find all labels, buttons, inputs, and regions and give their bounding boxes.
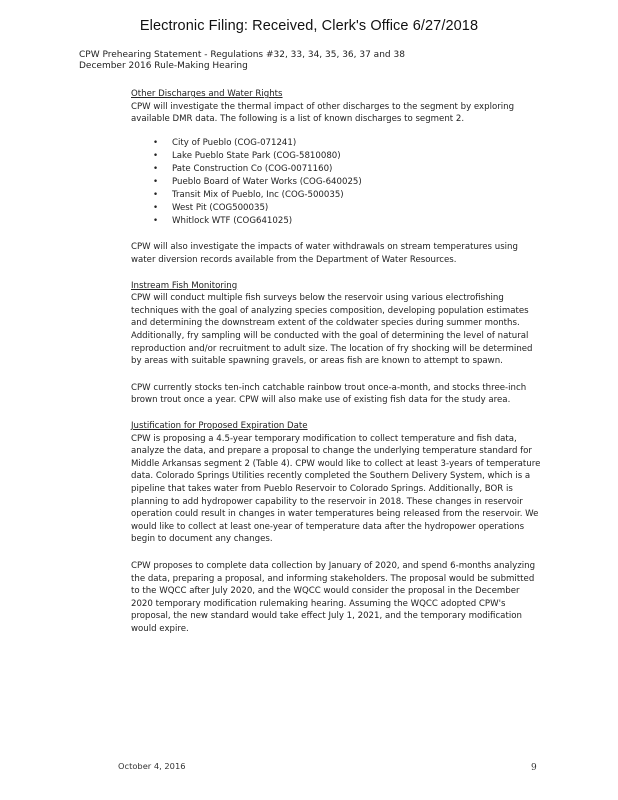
- list-item: • Pate Construction Co (COG-0071160): [131, 163, 541, 176]
- fish-heading: Instream Fish Monitoring: [131, 280, 238, 291]
- bullet-icon: •: [153, 150, 159, 161]
- list-item: • West Pit (COG500035): [131, 202, 541, 215]
- list-item: • Transit Mix of Pueblo, Inc (COG-500035): [131, 189, 541, 202]
- list-item: • City of Pueblo (COG-071241): [131, 137, 541, 150]
- discharges-heading: Other Discharges and Water Rights: [131, 89, 283, 99]
- document-header: [79, 50, 405, 72]
- fish-paragraph-2: CPW currently stocks ten-inch catchable rainbow trout once-a-month, and stocks three-inch brown trout once a year. CPW will also make use of existing fish data for the study area.: [131, 382, 527, 406]
- discharge-list: [131, 137, 541, 229]
- bullet-icon: •: [153, 163, 159, 174]
- page-number: 9: [531, 763, 537, 773]
- list-item: • Lake Pueblo State Park (COG-5810080): [131, 150, 541, 163]
- bullet-icon: •: [153, 203, 159, 214]
- footer-date: October 4, 2016: [118, 761, 186, 771]
- page-body: [131, 88, 541, 635]
- bullet-icon: •: [153, 177, 159, 188]
- bullet-icon: •: [153, 190, 159, 201]
- discharges-intro: CPW will investigate the thermal impact of other discharges to the segment by exploring available DMR data. The following is a list of known discharges to segment 2.: [131, 101, 515, 125]
- bullet-icon: •: [153, 216, 159, 227]
- header-title: CPW Prehearing Statement - Regulations #32, 33, 34, 35, 36, 37 and 38: [79, 50, 405, 60]
- fish-paragraph-1: CPW will conduct multiple fish surveys below the reservoir using various electrofishing techniques with the goal of analyzing species composition, developing population estimates and determining the downstream extent of the coldwater species during summer months. Additionally, fry sampling will be conducted with the goal of determining the level of natural reproduction and/or recruitment to adult size. The location of fry shocking will be determined by areas with suitable spawning gravels, or areas fish are known to attempt to spawn.: [131, 293, 533, 367]
- justification-heading: Justification for Proposed Expiration Date: [131, 420, 308, 431]
- bullet-icon: •: [153, 137, 159, 148]
- list-item: • Pueblo Board of Water Works (COG-640025): [131, 176, 541, 189]
- justification-paragraph-2: CPW proposes to complete data collection by January of 2020, and spend 6-months analyzing the data, preparing a proposal, and informing stakeholders. The proposal would be submitted to the WQCC after July 2020, and the WQCC would consider the proposal in the December 2020 temporary modification rulemaking hearing. Assuming the WQCC adopted CPW's proposal, the new standard would take effect July 1, 2021, and the temporary modification would expire.: [131, 560, 536, 634]
- filing-stamp: Electronic Filing: Received, Clerk's Office 6/27/2018: [139, 18, 479, 34]
- discharges-closing: CPW will also investigate the impacts of water withdrawals on stream temperatures using water diversion records available from the Department of Water Resources.: [131, 242, 518, 266]
- justification-paragraph-1: CPW is proposing a 4.5-year temporary modification to collect temperature and fish data, analyze the data, and prepare a proposal to change the underlying temperature standard for Middle Arkansas segment 2 (Table 4). CPW would like to collect at least 3-years of temperature data. Colorado Springs Utilities recently completed the Southern Delivery System, which is a pipeline that takes water from Pueblo Reservoir to Colorado Springs. Additionally, BOR is planning to add hydropower capability to the reservoir in 2018. These changes in reservoir operation could result in changes in water temperatures being released from the reservoir. We would like to collect at least one-year of temperature data after the hydropower operations begin to document any changes.: [131, 433, 541, 545]
- header-subtitle: December 2016 Rule-Making Hearing: [79, 61, 248, 71]
- list-item: • Whitlock WTF (COG641025): [131, 215, 541, 228]
